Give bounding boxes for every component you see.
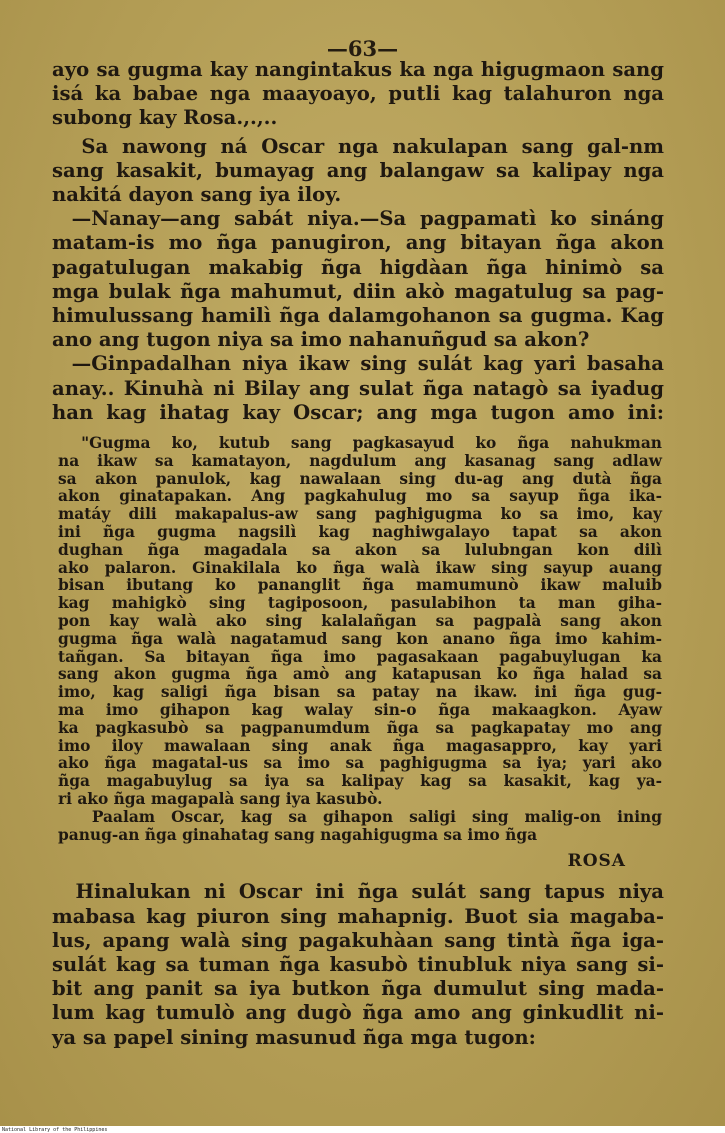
- letter-line: imo, kag saligi ñga bisan sa patay na ikaw. ini ñga gug-: [58, 683, 662, 702]
- text-line: himulussang hamilì ñga dalamgohanon sa gugma. Kag: [52, 304, 664, 328]
- text-line: matam-is mo ñga panugiron, ang bitayan ñga akon: [52, 231, 664, 255]
- letter-line: akon ginatapakan. Ang pagkahulug mo sa sayup ñga ika-: [58, 487, 662, 506]
- text-line: —Ginpadalhan niya ikaw sing sulát kag yari basaha: [71, 352, 664, 376]
- text-line: lus, apang walà sing pagakuhàan sang tintà ñga iga-: [52, 928, 664, 952]
- letter-line: ñga magabuylug sa iya sa kalipay kag sa kasakit, kag ya-: [58, 772, 662, 791]
- letter-line: Paalam Oscar, kag sa gihapon saligi sing malig-on ining: [91, 807, 662, 826]
- text-line: Sa nawong ná Oscar nga nakulapan sang gal-nm: [81, 134, 664, 158]
- page-number: —63—: [326, 36, 399, 61]
- letter-line: ako ñga magatal-us sa imo sa paghigugma sa iya; yari ako: [58, 754, 662, 773]
- text-line: sulát kag sa tuman ñga kasubò tinubluk niya sang si-: [52, 952, 664, 976]
- text-line: anay.. Kinuhà ni Bilay ang sulat ñga natagò sa iyadug: [52, 376, 664, 400]
- letter-line: bisan ibutang ko pananglit ñga mamumunò ikaw maluib: [58, 576, 662, 595]
- letter-line: ka pagkasubò sa pagpanumdum ñga sa pagkapatay mo ang: [58, 718, 662, 737]
- letter-signature: ROSA: [567, 851, 626, 872]
- text-line: ayo sa gugma kay nangintakus ka nga higugmaon sang: [52, 58, 664, 81]
- letter-line: ini ñga gugma nagsilì kag naghiwgalayo tapat sa akon: [58, 523, 662, 542]
- letter-line: matáy dili makapalus-aw sang paghigugma ko sa imo, kay: [58, 505, 662, 524]
- letter-line: pon kay walà ako sing kalalañgan sa pagpalà sang akon: [58, 612, 662, 631]
- text-line: han kag ihatag kay Oscar; ang mga tugon amo ini:: [52, 400, 664, 424]
- letter-line: "Gugma ko, kutub sang pagkasayud ko ñga nahukman: [81, 434, 662, 453]
- text-line: sang kasakit, bumayag ang balangaw sa kalipay nga: [52, 158, 664, 182]
- letter-line: sang akon gugma ñga amò ang katapusan ko ñga halad sa: [58, 665, 662, 684]
- text-line: Hinalukan ni Oscar ini ñga sulát sang tapus niya: [75, 880, 664, 904]
- text-line: lum kag tumulò ang dugò ñga amo ang ginkudlit ni-: [52, 1001, 664, 1025]
- text-line: bit ang panit sa iya butkon ñga dumulut sing mada-: [52, 977, 664, 1001]
- letter-line: tañgan. Sa bitayan ñga imo pagasakaan pagabuylugan ka: [58, 647, 662, 666]
- text-line: ano ang tugon niya sa imo nahanuñgud sa akon?: [52, 328, 590, 352]
- text-line: nakitá dayon sang iya iloy.: [52, 183, 342, 207]
- body-bottom: [52, 880, 664, 1049]
- letter-line: gugma ñga walà nagatamud sang kon anano ñga imo kahim-: [58, 629, 662, 648]
- text-line: —Nanay—ang sabát niya.—Sa pagpamatì ko sináng: [71, 207, 664, 231]
- letter-line: imo iloy mawalaan sing anak ñga magasappro, kay yari: [58, 736, 662, 755]
- library-credit: National Library of the Philippines: [2, 1127, 108, 1133]
- letter-block: [58, 435, 662, 872]
- text-line: mabasa kag piuron sing mahapnig. Buot sia magaba-: [52, 904, 664, 928]
- body-top: [52, 58, 664, 425]
- letter-line: ako palaron. Ginakilala ko ñga walà ikaw sing sayup auang: [58, 558, 662, 577]
- letter-line: na ikaw sa kamatayon, nagdulum ang kasanag sang adlaw: [58, 451, 662, 470]
- letter-line: ma imo gihapon kag walay sin-o ñga makaagkon. Ayaw: [58, 701, 662, 719]
- letter-line: panug-an ñga ginahatag sang nagahigugma sa imo ñga: [58, 825, 538, 844]
- letter-line: kag mahigkò sing tagiposoon, pasulabihon ta man giha-: [58, 594, 662, 613]
- text-line: pagatulugan makabig ñga higdàan ñga hinimò sa: [52, 255, 664, 279]
- text-line: isá ka babae nga maayoayo, putli kag talahuron nga: [52, 82, 664, 106]
- text-line: subong kay Rosa.,.,..: [52, 106, 278, 130]
- letter-line: ri ako ñga magapalà sang iya kasubò.: [58, 789, 383, 808]
- page-text: [52, 58, 664, 1050]
- letter-line: dughan ñga magadala sa akon sa lulubngan kon dilì: [58, 540, 662, 559]
- letter-line: sa akon panulok, kag nawalaan sing du-ag ang dutà ñga: [58, 469, 662, 488]
- text-line: mga bulak ñga mahumut, diin akò magatulug sa pag-: [52, 279, 664, 303]
- text-line: ya sa papel sining masunud ñga mga tugon:: [52, 1025, 536, 1049]
